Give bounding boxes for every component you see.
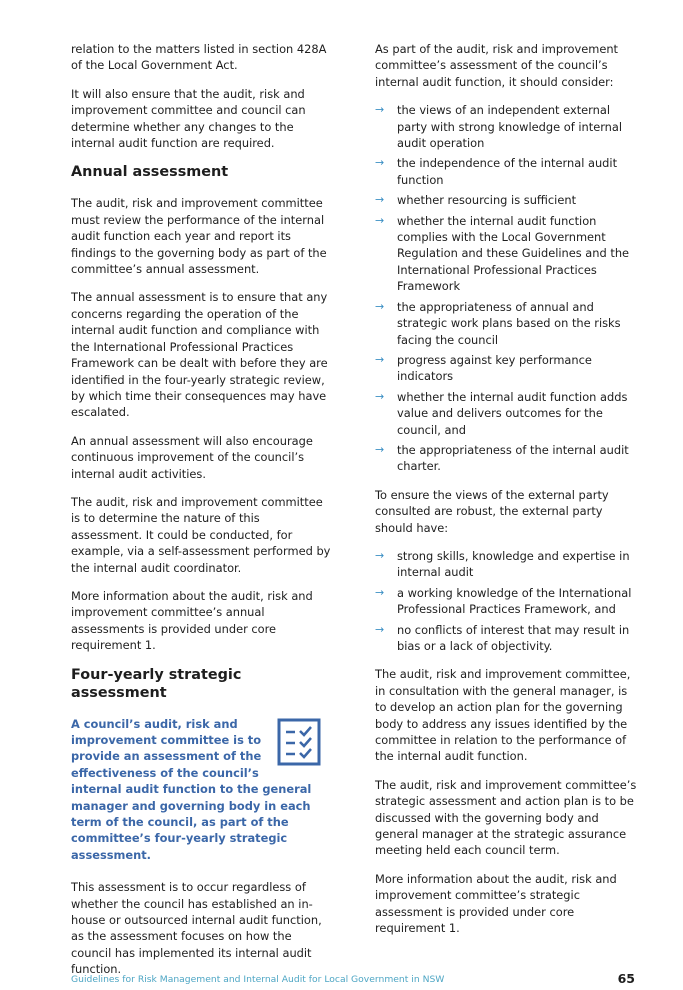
left-paragraph-6: The audit, risk and improvement committee is to determine the nature of this assessment. It could be conducted, for example, via a self-assessment performed by the internal audit coordinator. [71,494,331,575]
page-footer [71,971,635,990]
left-paragraph-2: It will also ensure that the audit, risk and improvement committee and council can determine whether any changes to the internal audit function are required. [71,86,306,151]
list-item: → progress against key performance indicators [375,352,592,384]
heading-annual-assessment: Annual assessment [71,164,229,181]
left-paragraph-4: The annual assessment is to ensure that any concerns regarding the operation of the internal audit function and compliance with the International Professional Practices Framework can be dealt with before they are identified in the four-yearly strategic review, by which time their consequences may have escalated. [71,290,328,420]
arrow-icon: → [375,548,385,562]
arrow-icon: → [375,156,385,170]
heading-four-yearly-assessment: Four-yearly strategic assessment [71,666,242,701]
page-number: 65 [617,971,635,986]
consideration-list [375,102,637,475]
list-item: → whether resourcing is sufficient [375,193,577,208]
list-item: → the independence of the internal audit function [375,156,618,187]
left-paragraph-1: relation to the matters listed in section 428A of the Local Government Act. [71,42,327,73]
left-column [71,41,331,990]
right-paragraph-1: As part of the audit, risk and improvement committee’s assessment of the council’s internal audit function, it should consider: [375,42,619,89]
arrow-icon: → [375,103,385,117]
list-item: → a working knowledge of the International Professional Practices Framework, and [375,585,632,617]
footer-title: Guidelines for Risk Management and Internal Audit for Local Government in NSW [71,974,445,985]
left-paragraph-5: An annual assessment will also encourage continuous improvement of the council’s internal audit activities. [71,433,313,481]
list-item: → the appropriateness of the internal audit charter. [375,442,629,474]
list-item: → strong skills, knowledge and expertise in internal audit [375,548,630,580]
list-item: → whether the internal audit function adds value and delivers outcomes for the council, and [375,389,628,437]
callout-box [71,716,331,864]
callout-text: A council’s audit, risk and improvement committee is to provide an assessment of the effectiveness of the council’s internal audit function to the general manager and governing body in each term of the council, as part of the committee’s four-yearly strategic assessment. [71,716,312,862]
list-item: → no conflicts of interest that may result in bias or a lack of objectivity. [375,622,630,653]
arrow-icon: → [375,389,385,403]
arrow-icon: → [375,213,385,227]
arrow-icon: → [375,442,385,456]
list-item: → the appropriateness of annual and strategic work plans based on the risks facing the council [375,299,621,347]
arrow-icon: → [375,585,385,599]
list-item: → the views of an independent external party with strong knowledge of internal audit operation [375,103,623,151]
left-paragraph-7: More information about the audit, risk and improvement committee’s annual assessments is provided under core requirement 1. [71,588,313,653]
arrow-icon: → [375,622,385,636]
arrow-icon: → [375,352,385,366]
right-paragraph-5: More information about the audit, risk and improvement committee’s strategic assessment is provided under core requirement 1. [375,871,617,936]
right-column [375,41,637,949]
right-paragraph-3: The audit, risk and improvement committee, in consultation with the general manager, is to develop an action plan for the governing body to address any issues identified by the committee in relation to the performance of the internal audit function. [375,667,631,764]
arrow-icon: → [375,193,385,207]
list-item: → whether the internal audit function complies with the Local Government Regulation and these Guidelines and the International Professional Practices Framework [375,213,630,294]
left-paragraph-3: The audit, risk and improvement committee must review the performance of the internal audit function each year and report its findings to the governing body as part of the committee’s annual assessment. [71,196,327,277]
right-paragraph-4: The audit, risk and improvement committee’s strategic assessment and action plan is to be discussed with the governing body and general manager at the strategic assurance meeting held each council term. [375,777,637,858]
external-party-list [375,548,637,654]
arrow-icon: → [375,299,385,313]
left-paragraph-8: This assessment is to occur regardless of whether the council has established an in-house or outsourced internal audit function, as the assessment focuses on how the council has implemented its internal audit function. [71,880,322,977]
right-paragraph-2: To ensure the views of the external party consulted are robust, the external party should have: [375,487,609,535]
checklist-icon [277,718,321,766]
